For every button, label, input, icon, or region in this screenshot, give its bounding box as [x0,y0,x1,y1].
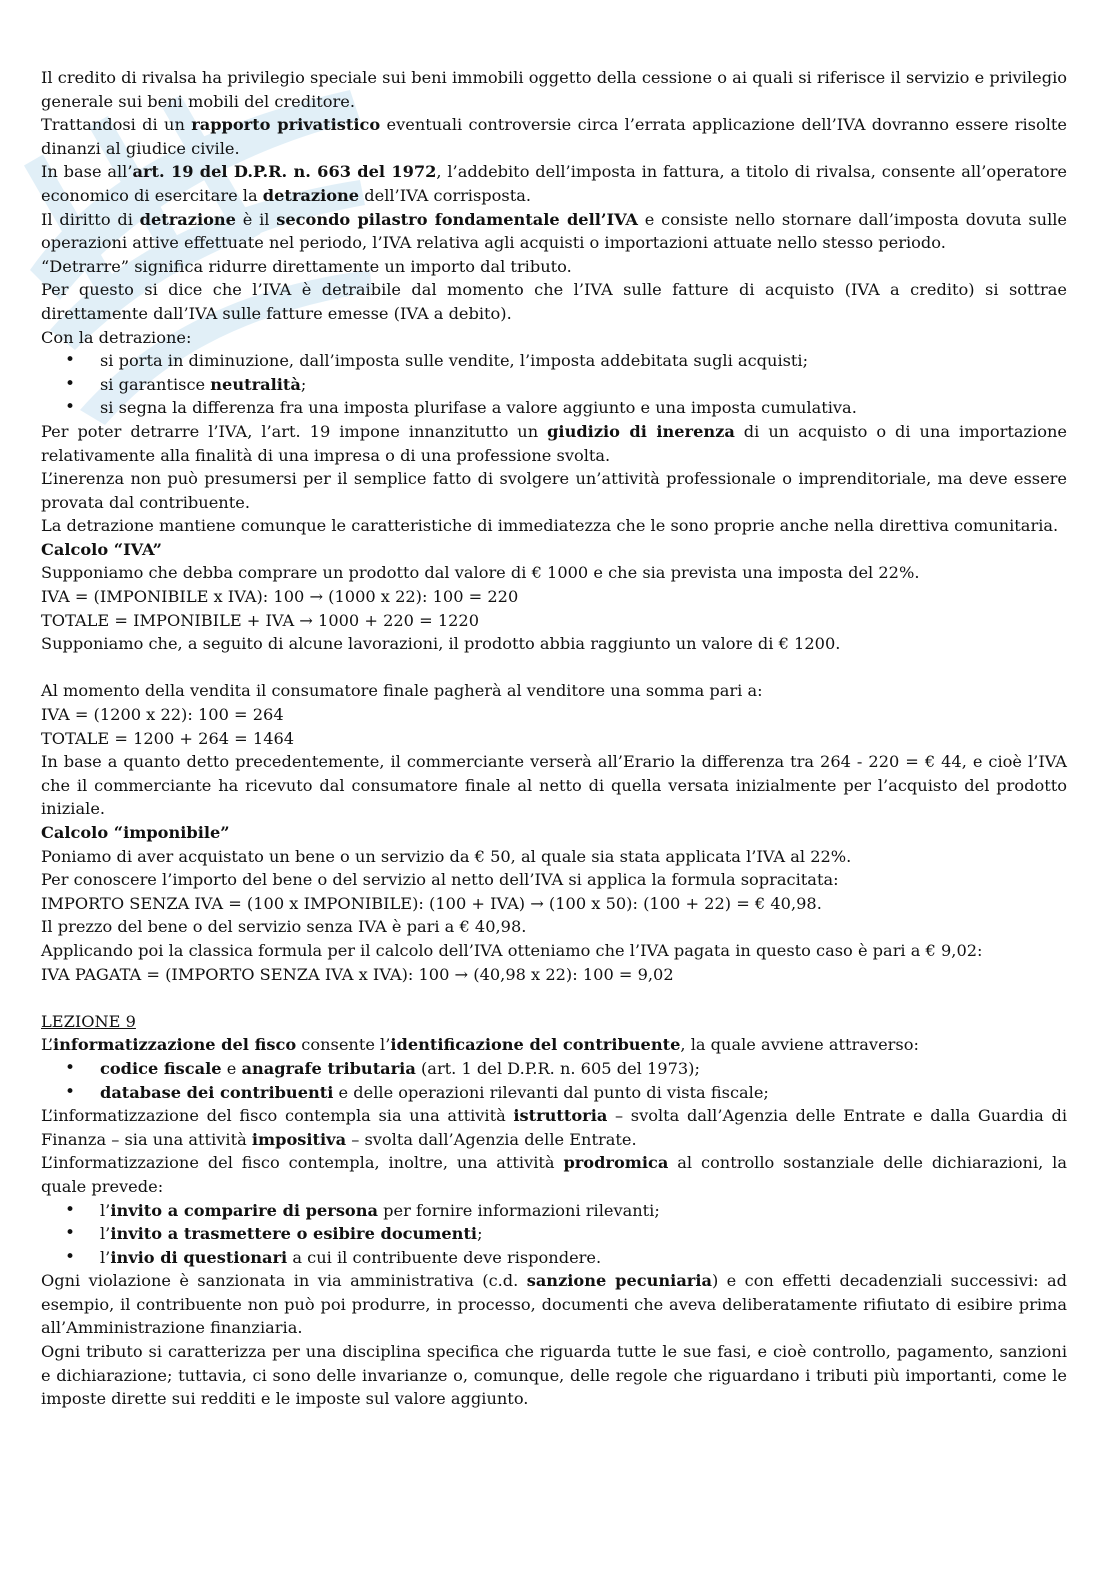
text-line: Supponiamo che debba comprare un prodotto dal valore di € 1000 e che sia prevista una imposta del 22%. [41,563,920,583]
bold-term: database dei contribuenti [100,1082,334,1102]
formula-line: IVA = (IMPONIBILE x IVA): 100 → (1000 x 22): 100 = 220 [41,587,519,607]
bold-term: informatizzazione del fisco [53,1035,297,1055]
paragraph: Con la detrazione: [41,327,192,347]
bold-term: istruttoria [513,1106,608,1126]
text-line: Poniamo di aver acquistato un bene o un servizio da € 50, al quale sia stata applicata l’IVA al 22%. [41,846,852,866]
list-item: • si segna la differenza fra una imposta plurifase a valore aggiunto e una imposta cumulativa. [41,396,1067,420]
paragraph: L’informatizzazione del fisco contempla sia una attività istruttoria – svolta dall’Agenzia delle Entrate e dalla Guardia di Finanza – sia una attività impositiva – svolta dall’Agenzia delle Entrate. [41,1106,1067,1149]
text-line: Al momento della vendita il consumatore finale pagherà al venditore una somma pari a: [41,681,763,701]
bold-term: giudizio di inerenza [547,421,735,441]
blank-line [41,986,1067,1010]
lezione-9-section [41,1010,1067,1411]
paragraph: La detrazione mantiene comunque le caratteristiche di immediatezza che le sono proprie anche nella direttiva comunitaria. [41,516,1059,536]
bold-term: sanzione pecuniaria [526,1271,712,1291]
formula-line: IVA PAGATA = (IMPORTO SENZA IVA x IVA): 100 → (40,98 x 22): 100 = 9,02 [41,964,674,984]
list-item: • l’invito a comparire di persona per fornire informazioni rilevanti; [41,1199,1067,1223]
bold-term: neutralità [210,374,301,394]
paragraph: “Detrarre” significa ridurre direttamente un importo dal tributo. [41,256,572,276]
sanzioni-paragraphs [41,1269,1067,1411]
list-item: • database dei contribuenti e delle operazioni rilevanti dal punto di vista fiscale; [41,1081,1067,1105]
list-item: • si porta in diminuzione, dall’imposta sulle vendite, l’imposta addebitata sugli acquisti; [41,349,1067,373]
bold-term: prodromica [563,1153,669,1173]
calcolo-iva-heading: Calcolo “IVA” [41,539,162,559]
list-item: • codice fiscale e anagrafe tributaria (art. 1 del D.P.R. n. 605 del 1973); [41,1057,1067,1081]
bold-term: detrazione [139,209,236,229]
formula-line: TOTALE = IMPONIBILE + IVA → 1000 + 220 = 1220 [41,610,480,630]
paragraph: In base a quanto detto precedentemente, il commerciante verserà all’Erario la differenza tra 264 - 220 = € 44, e cioè l’IVA che il commerciante ha ricevuto dal consumatore finale al netto di quella versata inizialmente per l’acquisto del prodotto iniziale. [41,752,1067,819]
paragraph: Applicando poi la classica formula per il calcolo dell’IVA otteniamo che l’IVA pagata in questo caso è pari a € 9,02: [41,940,983,960]
identificazione-list [41,1057,1067,1104]
text-line: Il prezzo del bene o del servizio senza IVA è pari a € 40,98. [41,917,527,937]
paragraph: In base all’art. 19 del D.P.R. n. 663 del 1972, l’addebito dell’imposta in fattura, a titolo di rivalsa, consente all’operatore economico di esercitare la detrazione dell’IVA corrisposta. [41,162,1067,205]
lesson-title: LEZIONE 9 [41,1011,136,1031]
inerenza-section [41,420,1067,538]
bold-term: invio di questionari [110,1247,288,1267]
attivita-prodromica-list [41,1199,1067,1270]
text-line: Per conoscere l’importo del bene o del servizio al netto dell’IVA si applica la formula sopracitata: [41,870,839,890]
bold-term: impositiva [251,1129,347,1149]
bold-term: codice fiscale [100,1058,222,1078]
bold-term: identificazione del contribuente [390,1035,681,1055]
paragraph: Per poter detrarre l’IVA, l’art. 19 impone innanzitutto un giudizio di inerenza di un acquisto o di una importazione relativamente alla finalità di una impresa o di una professione svolta. [41,421,1068,465]
list-item: • l’invio di questionari a cui il contribuente deve rispondere. [41,1246,1067,1270]
iva-detrazione-section [41,66,1067,349]
list-item: • l’invito a trasmettere o esibire documenti; [41,1222,1067,1246]
bold-term: rapporto privatistico [191,115,381,135]
paragraph: Ogni violazione è sanzionata in via amministrativa (c.d. sanzione pecuniaria) e con effetti decadenziali successivi: ad esempio, il contribuente non può poi produrre, in processo, documenti che aveva deliberatamente rifiutato di esibire prima all’Amministrazione finanziaria. [41,1271,1067,1338]
blank-line [41,656,1067,680]
calcolo-imponibile-section [41,821,1067,986]
text-line: Supponiamo che, a seguito di alcune lavorazioni, il prodotto abbia raggiunto un valore di € 1200. [41,634,841,654]
paragraph: Per questo si dice che l’IVA è detraibile dal momento che l’IVA sulle fatture di acquisto (IVA a credito) si sottrae direttamente dall’IVA sulle fatture emesse (IVA a debito). [41,280,1067,323]
bold-term: art. 19 del D.P.R. n. 663 del 1972 [132,162,437,182]
paragraph: Il diritto di detrazione è il secondo pilastro fondamentale dell’IVA e consiste nello stornare dall’imposta dovuta sulle operazioni attive effettuate nel periodo, l’IVA relativa agli acquisti o importazioni attuate nello stesso periodo. [41,209,1068,253]
formula-line: TOTALE = 1200 + 264 = 1464 [41,728,295,748]
list-item: • si garantisce neutralità; [41,373,1067,397]
informatizzazione-paragraphs [41,1104,1067,1198]
bold-term: secondo pilastro fondamentale dell’IVA [276,209,638,229]
bold-term: invito a comparire di persona [110,1200,378,1220]
paragraph: L’informatizzazione del fisco contempla, inoltre, una attività prodromica al controllo sostanziale delle dichiarazioni, la quale prevede: [41,1153,1068,1196]
detrazione-list [41,349,1067,420]
paragraph: Ogni tributo si caratterizza per una disciplina specifica che riguarda tutte le sue fasi, e cioè controllo, pagamento, sanzioni e dichiarazione; tuttavia, ci sono delle invarianze o, comunque, delle regole che riguardano i tributi più importanti, come le imposte dirette sui redditi e le imposte sul valore aggiunto. [41,1342,1067,1409]
formula-line: IMPORTO SENZA IVA = (100 x IMPONIBILE): (100 + IVA) → (100 x 50): (100 + 22) = € 40,98. [41,893,822,913]
paragraph: L’inerenza non può presumersi per il semplice fatto di svolgere un’attività professionale o imprenditoriale, ma deve essere provata dal contribuente. [41,469,1067,512]
calcolo-iva-section [41,538,1067,821]
bold-term: detrazione [262,185,360,205]
formula-line: IVA = (1200 x 22): 100 = 264 [41,705,284,725]
calcolo-imponibile-heading: Calcolo “imponibile” [41,823,230,842]
bold-term: anagrafe tributaria [241,1058,416,1078]
paragraph: Trattandosi di un rapporto privatistico eventuali controversie circa l’errata applicazione dell’IVA dovranno essere risolte dinanzi al giudice civile. [41,115,1067,158]
lesson-intro: L’informatizzazione del fisco consente l’identificazione del contribuente, la quale avviene attraverso: [41,1035,919,1055]
bold-term: invito a trasmettere o esibire documenti [110,1224,478,1244]
paragraph: Il credito di rivalsa ha privilegio speciale sui beni immobili oggetto della cessione o ai quali si riferisce il servizio e privilegio generale sui beni mobili del creditore. [41,68,1067,111]
document-page [41,66,1067,1411]
